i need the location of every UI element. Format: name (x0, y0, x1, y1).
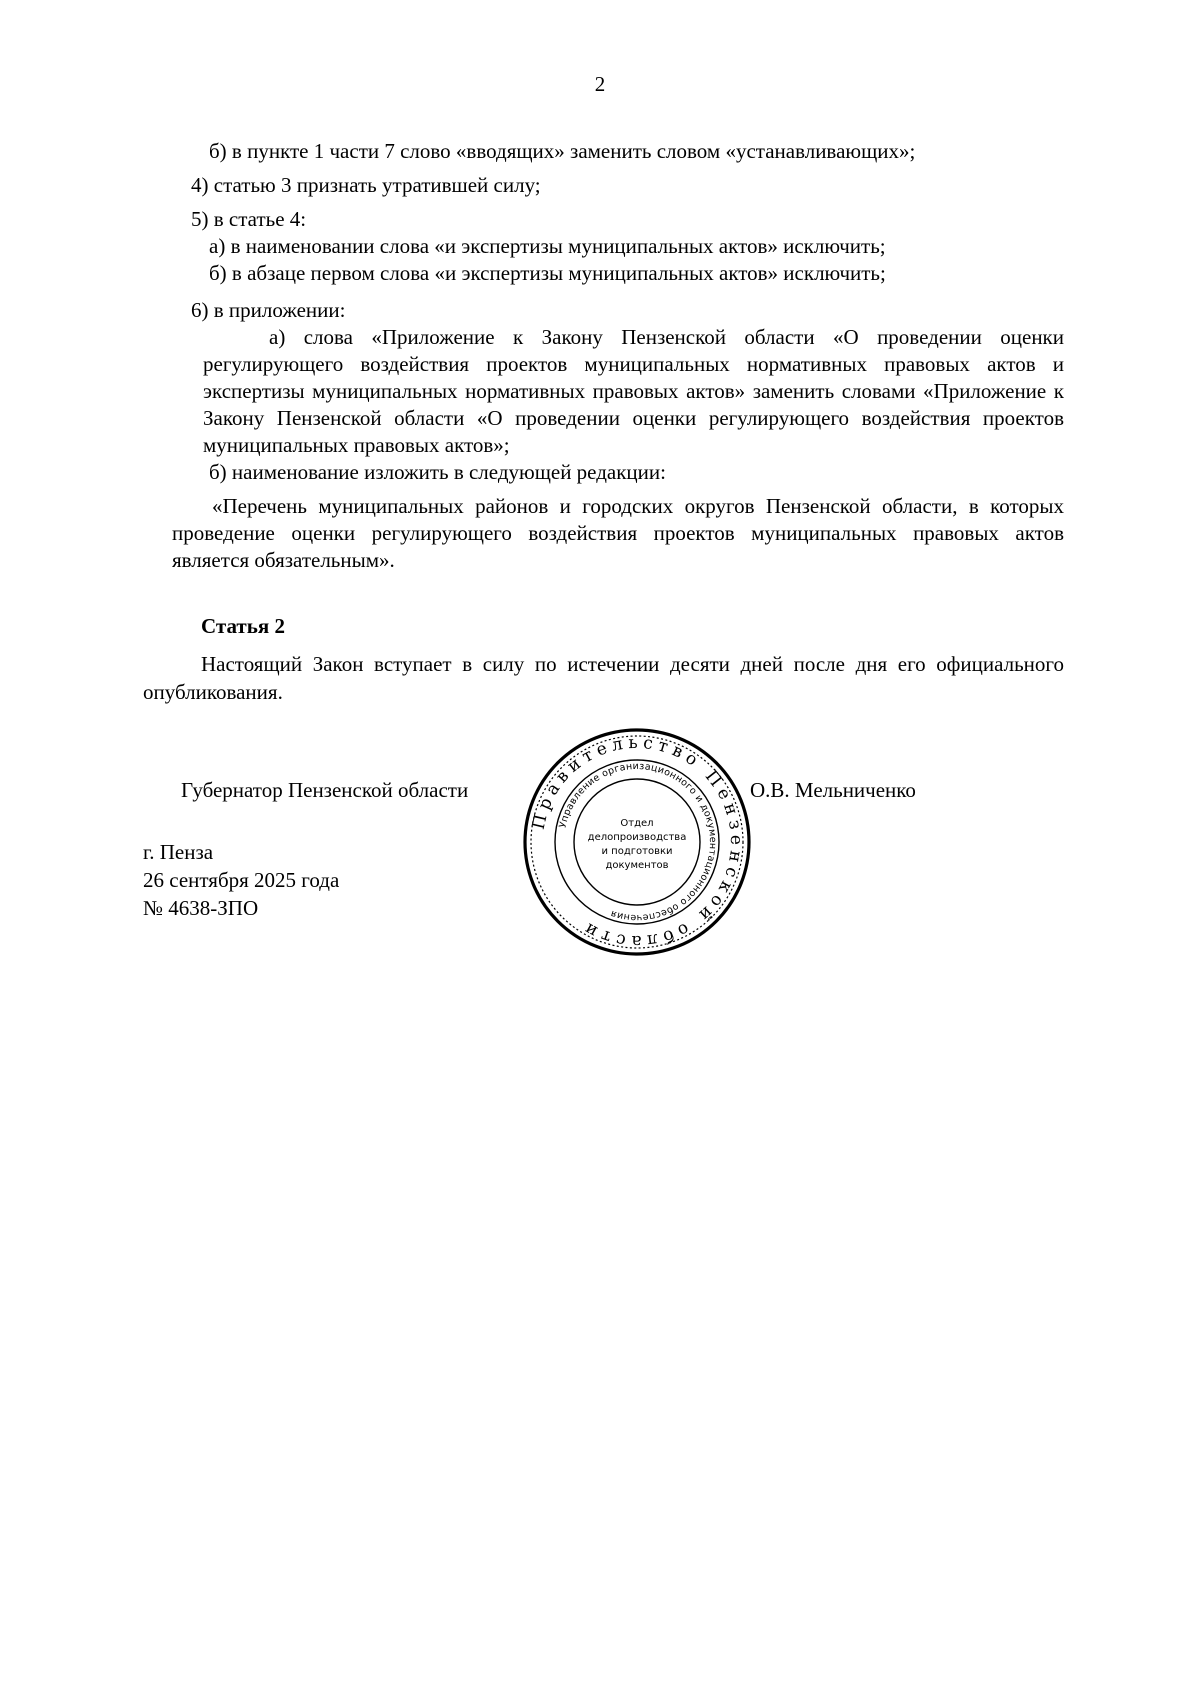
seal-inner-text: Управление организационного и документационного обеспечения (557, 760, 719, 924)
seal-outer-text: Правительство Пензенской области (528, 732, 747, 952)
seal-center-line-3: и подготовки (601, 846, 673, 857)
seal-center-line-1: Отдел (620, 818, 654, 829)
seal-center-line-4: документов (605, 860, 669, 871)
seal-center-line-2: делопроизводства (587, 832, 687, 843)
official-seal (522, 727, 752, 957)
amendment-5b: б) в абзаце первом слова «и экспертизы муниципальных актов» исключить; (209, 261, 886, 285)
issue-date: 26 сентября 2025 года (143, 868, 340, 892)
amendment-5: 5) в статье 4: (191, 207, 307, 231)
amendment-6: 6) в приложении: (191, 298, 346, 322)
article-2-heading: Статья 2 (201, 614, 285, 638)
page-number: 2 (594, 72, 606, 96)
amendment-5a: а) в наименовании слова «и экспертизы муниципальных актов» исключить; (209, 234, 886, 258)
amendment-4: 4) статью 3 признать утратившей силу; (191, 173, 541, 197)
issue-number: № 4638-ЗПО (143, 896, 259, 920)
signatory-title: Губернатор Пензенской области (181, 778, 469, 802)
amendment-6b: б) наименование изложить в следующей редакции: (209, 460, 666, 484)
amendment-3b: б) в пункте 1 части 7 слово «вводящих» заменить словом «устанавливающих»; (209, 139, 916, 163)
signatory-name: О.В. Мельниченко (750, 778, 916, 802)
article-2-text: Настоящий Закон вступает в силу по истечении десяти дней после дня его официального опубликования. (143, 652, 1064, 704)
amendment-6a: а) слова «Приложение к Закону Пензенской области «О проведении оценки регулирующего воздействия проектов муниципальных нормативных правовых актов и экспертизы муниципальных нормативных правовых актов» заменить словами «Приложение к Закону Пензенской области «О проведении оценки регулирующего воздействия проектов муниципальных правовых актов»; (203, 325, 1064, 457)
issue-city: г. Пенза (143, 840, 214, 864)
new-appendix-title: «Перечень муниципальных районов и городских округов Пензенской области, в которых проведение оценки регулирующего воздействия проектов муниципальных правовых актов является обязательным». (172, 494, 1064, 572)
amendments-list (143, 138, 1064, 574)
issue-details (143, 838, 339, 922)
